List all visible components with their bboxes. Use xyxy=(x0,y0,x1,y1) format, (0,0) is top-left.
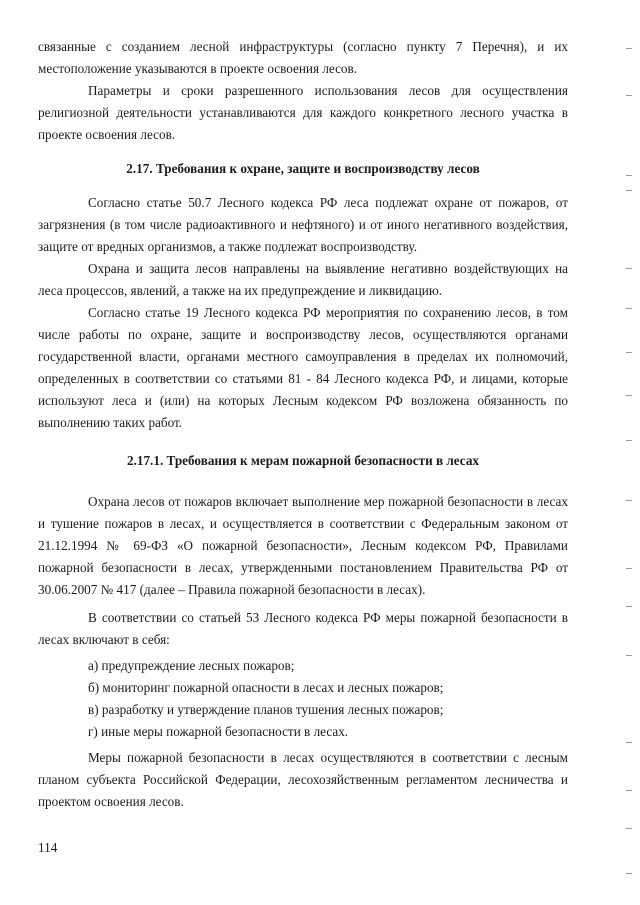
section-heading-2-17-1: 2.17.1. Требования к мерам пожарной безопасности в лесах xyxy=(126,453,480,468)
list-item-d: г) иные меры пожарной безопасности в лесах. xyxy=(88,724,349,739)
page-number: 114 xyxy=(38,840,58,855)
page-content xyxy=(38,36,568,813)
list-item-b: б) мониторинг пожарной опасности в лесах и лесных пожаров; xyxy=(88,680,444,695)
paragraph-2-17-2: Охрана и защита лесов направлены на выявление негативно воздействующих на леса процессов, явлений, а также на их предупреждение и ликвидацию. xyxy=(38,261,568,298)
paragraph-2-17-1: Согласно статье 50.7 Лесного кодекса РФ леса подлежат охране от пожаров, от загрязнения (в том числе радиоактивного и нефтяного) и от иного негативного воздействия, защите от вредных организмов, а также подлежат воспроизводству. xyxy=(38,195,568,254)
paragraph-2-17-1-1: Охрана лесов от пожаров включает выполнение мер пожарной безопасности в лесах и тушение пожаров в лесах, и осуществляется в соответствии с Федеральным законом от 21.12.1994 № 69-ФЗ «О пожарной безопасности», Лесным кодексом РФ, Правилами пожарной безопасности в лесах, утвержденными постановлением Правительства РФ от 30.06.2007 № 417 (далее – Правила пожарной безопасности в лесах). xyxy=(38,494,568,597)
scan-margin-marks xyxy=(612,0,640,905)
paragraph-2-17-1-2: В соответствии со статьей 53 Лесного кодекса РФ меры пожарной безопасности в лесах включают в себя: xyxy=(38,610,568,647)
paragraph-2-17-3: Согласно статье 19 Лесного кодекса РФ мероприятия по сохранению лесов, в том числе работы по охране, защите и воспроизводству лесов, осуществляются органами государственной власти, органами местного самоуправления в пределах их полномочий, определенных в соответствии со статьями 81 - 84 Лесного кодекса РФ, и лицами, которые используют леса и (или) на которых Лесным кодексом РФ возложена обязанность по выполнению таких работ. xyxy=(38,305,568,430)
section-heading-2-17: 2.17. Требования к охране, защите и воспроизводству лесов xyxy=(126,161,480,176)
paragraph-closing: Меры пожарной безопасности в лесах осуществляются в соответствии с лесным планом субъекта Российской Федерации, лесохозяйственным регламентом лесничества и проектом освоения лесов. xyxy=(38,750,568,809)
list-item-c: в) разработку и утверждение планов тушения лесных пожаров; xyxy=(88,702,444,717)
list-item-a: а) предупреждение лесных пожаров; xyxy=(88,658,295,673)
paragraph-intro-1: связанные с созданием лесной инфраструктуры (согласно пункту 7 Перечня), и их местоположение указываются в проекте освоения лесов. xyxy=(38,39,568,76)
paragraph-intro-2: Параметры и сроки разрешенного использования лесов для осуществления религиозной деятельности устанавливаются для каждого конкретного лесного участка в проекте освоения лесов. xyxy=(38,83,568,142)
